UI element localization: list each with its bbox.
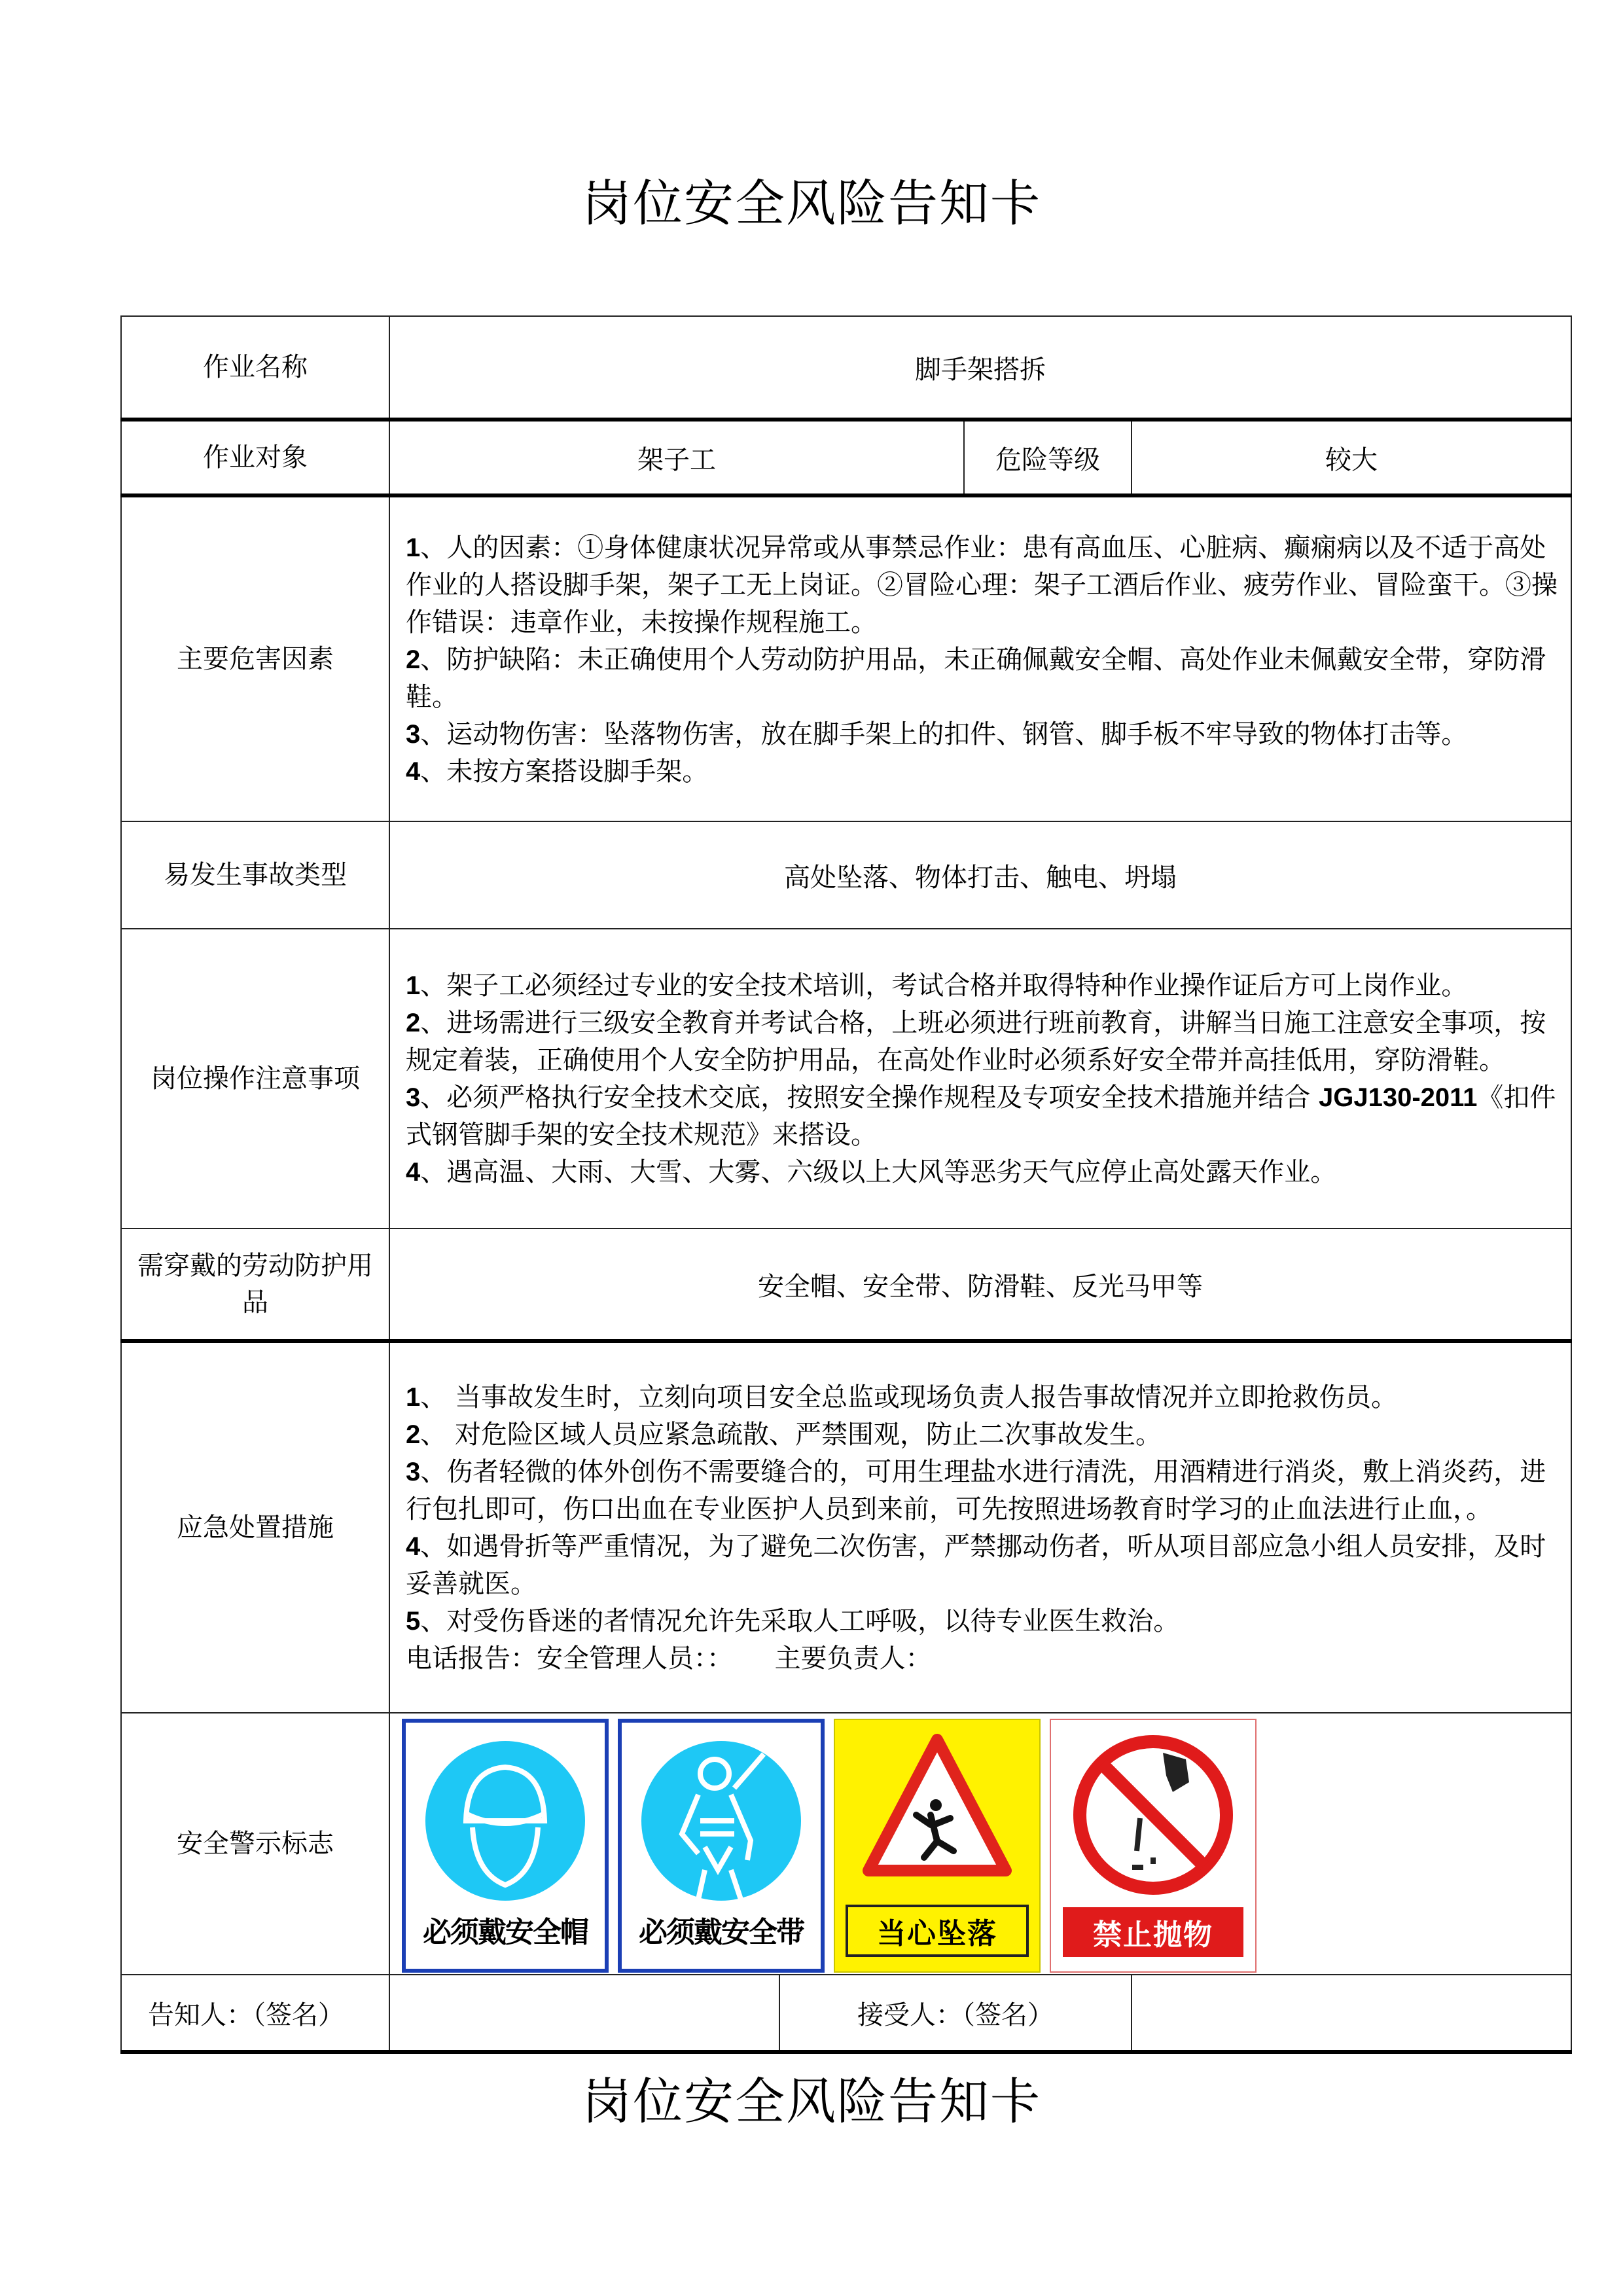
safety-harness-icon [623,1723,819,1919]
footer-title: 岗位安全风险告知卡 [582,2072,1041,2130]
job-name-value: 脚手架搭拆 [389,316,1571,420]
hazard-item: 3、运动物伤害：坠落物伤害，放在脚手架上的扣件、钢管、脚手板不牢导致的物体打击等。 [406,719,1468,749]
sign-hard-hat [402,1719,609,1973]
operation-notes-content [389,929,1571,1229]
notifier-signature-field[interactable] [389,1975,779,2052]
ppe-label: 需穿戴的劳动防护用品 [121,1229,389,1341]
row-signatures [121,1975,1571,2052]
row-accident-types [121,821,1571,929]
job-name-label: 作业名称 [121,316,389,420]
emergency-label: 应急处置措施 [121,1341,389,1713]
accident-types-label: 易发生事故类型 [121,821,389,929]
main-hazards-label: 主要危害因素 [121,495,389,821]
row-job-target [121,420,1571,495]
row-ppe [121,1229,1571,1341]
sign-caption: 禁止抛物 [1063,1907,1243,1957]
sign-falling-hazard [834,1719,1041,1973]
sign-caption: 必须戴安全带 [639,1916,804,1949]
operation-notes-label: 岗位操作注意事项 [121,929,389,1229]
receiver-signature-label: 接受人：（签名） [779,1975,1132,2052]
page-title: 岗位安全风险告知卡 [582,174,1041,232]
hard-hat-icon [407,1723,603,1919]
risk-level-value: 较大 [1132,420,1571,495]
standard-code: JGJ130-2011 [1318,1083,1478,1112]
risk-notice-table [120,315,1572,2054]
note-item: 1、架子工必须经过专业的安全技术培训，考试合格并取得特种作业操作证后方可上岗作业。 [406,971,1468,1001]
note-item: 3、必须严格执行安全技术交底，按照安全操作规程及专项安全技术措施并结合 JGJ130-2011《扣件式钢管脚手架的安全技术规范》来搭设。 [406,1083,1556,1150]
main-hazards-content [389,495,1571,821]
sign-caption: 必须戴安全帽 [423,1916,588,1949]
note-item: 2、进场需进行三级安全教育并考试合格，上班必须进行班前教育，讲解当日施工注意安全事项，按规定着装，正确使用个人安全防护用品，在高处作业时必须系好安全带并高挂低用，穿防滑鞋。 [406,1008,1546,1075]
receiver-signature-field[interactable] [1132,1975,1571,2052]
row-operation-notes [121,929,1571,1229]
note-item: 4、遇高温、大雨、大雪、大雾、六级以上大风等恶劣天气应停止高处露天作业。 [406,1157,1337,1187]
accident-types-value: 高处坠落、物体打击、触电、坍塌 [389,821,1571,929]
emergency-content [389,1341,1571,1713]
emergency-item: 4、如遇骨折等严重情况，为了避免二次伤害，严禁挪动伤者，听从项目部应急小组人员安排，及时妥善就医。 [406,1532,1546,1599]
emergency-item: 5、对受伤昏迷的者情况允许先采取人工呼吸，以待专业医生救治。 [406,1606,1180,1636]
hazard-item: 2、防护缺陷：未正确使用个人劳动防护用品，未正确佩戴安全帽、高处作业未佩戴安全带，穿防滑鞋。 [406,644,1546,712]
sign-caption: 当心坠落 [846,1905,1029,1957]
falling-person-icon [839,1720,1035,1890]
notifier-signature-label: 告知人：（签名） [121,1975,389,2052]
row-job-name [121,316,1571,420]
sign-no-throwing [1050,1719,1257,1973]
row-emergency [121,1341,1571,1713]
emergency-item: 2、 对危险区域人员应紧急疏散、严禁围观，防止二次事故发生。 [406,1420,1162,1450]
emergency-item: 1、 当事故发生时，立刻向项目安全总监或现场负责人报告事故情况并立即抢救伤员。 [406,1382,1397,1412]
row-main-hazards [121,495,1571,821]
sign-safety-harness [618,1719,825,1973]
row-warning-signs [121,1713,1571,1975]
emergency-item: 3、伤者轻微的体外创伤不需要缝合的，可用生理盐水进行清洗，用酒精进行消炎，敷上消炎药，进行包扎即可，伤口出血在专业医护人员到来前，可先按照进场教育时学习的止血法进行止血，。 [406,1457,1546,1524]
warning-signs-label: 安全警示标志 [121,1713,389,1975]
risk-level-label: 危险等级 [964,420,1132,495]
ppe-value: 安全帽、安全带、防滑鞋、反光马甲等 [389,1229,1571,1341]
job-target-value: 架子工 [389,420,964,495]
hazard-item: 4、未按方案搭设脚手架。 [406,756,709,787]
no-throwing-icon [1055,1720,1251,1903]
job-target-label: 作业对象 [121,420,389,495]
phone-report: 电话报告：安全管理人员：： 主要负责人： [406,1643,932,1674]
warning-signs-content [389,1713,1571,1975]
hazard-item: 1、人的因素：①身体健康状况异常或从事禁忌作业：患有高血压、心脏病、癫痫病以及不适于高处作业的人搭设脚手架，架子工无上岗证。②冒险心理：架子工酒后作业、疲劳作业、冒险蛮干。③操作错误：违章作业，未按操作规程施工。 [406,532,1558,637]
